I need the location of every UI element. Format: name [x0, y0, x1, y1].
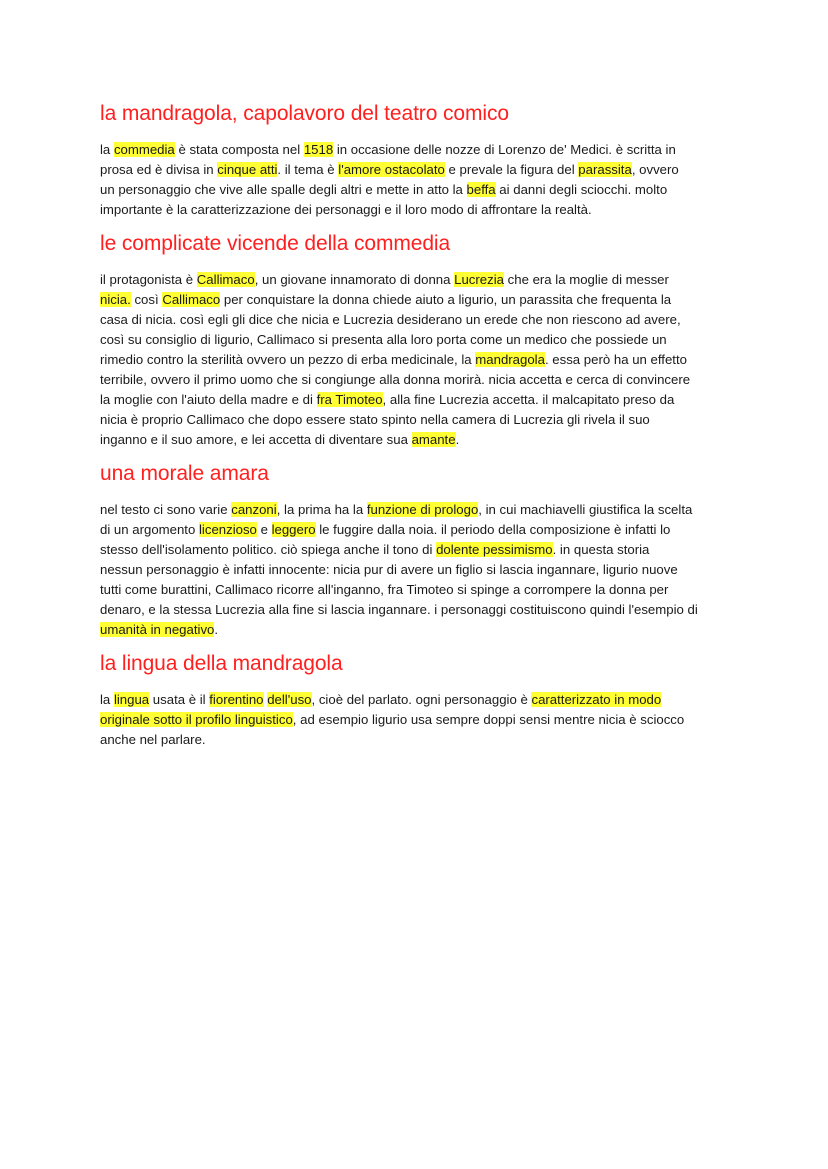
text-run: rimedio contro la sterilità ovvero un pezzo di erba medicinale, la [100, 352, 476, 367]
section-4 [100, 650, 732, 750]
text-run: , un giovane innamorato di donna [254, 272, 455, 287]
text-run: nel testo ci sono varie [100, 502, 232, 517]
highlighted-term: commedia [113, 142, 175, 157]
text-line [100, 290, 732, 310]
highlighted-term: 1518 [303, 142, 334, 157]
section-3 [100, 460, 732, 640]
text-line [100, 270, 732, 290]
highlighted-term: parassita [578, 162, 632, 177]
highlighted-term: originale sotto il profilo linguistico [100, 712, 293, 727]
text-line [100, 200, 732, 220]
highlighted-term: dell'uso [267, 692, 312, 707]
text-run: tutti come burattini, Callimaco ricorre all'inganno, fra Timoteo si spinge a corrompere la donna per [100, 582, 669, 597]
highlighted-term: leggero [271, 522, 316, 537]
text-line [100, 430, 732, 450]
text-run: terribile, ovvero il primo uomo che si congiunge alla donna morirà. nicia accetta e cerca di convincere [100, 372, 691, 387]
text-line [100, 540, 732, 560]
highlighted-term: beffa [466, 182, 496, 197]
text-run: e prevale la figura del [444, 162, 579, 177]
text-line [100, 600, 732, 620]
text-run: la [100, 142, 114, 157]
highlighted-term: lingua [113, 692, 150, 707]
text-run: nicia è proprio Callimaco che dopo essere stato spinto nella camera di Lucrezia gli rivela il suo [100, 412, 650, 427]
highlighted-term: caratterizzato in modo [531, 692, 662, 707]
text-run: , in cui machiavelli giustifica la scelta [478, 502, 693, 517]
text-run: casa di nicia. così egli gli dice che nicia e Lucrezia desiderano un erede che non riescono ad avere, [100, 312, 681, 327]
text-run: stesso dell'isolamento politico. ciò spiega anche il tono di [100, 542, 437, 557]
text-run: così su consiglio di ligurio, Callimaco si presenta alla loro porta come un medico che possiede un [100, 332, 667, 347]
text-run: , ad esempio ligurio usa sempre doppi sensi mentre nicia è sciocco [292, 712, 685, 727]
highlighted-term: nicia. [100, 292, 131, 307]
text-line [100, 370, 732, 390]
section-heading: la lingua della mandragola [100, 652, 343, 675]
text-run: denaro, e la stessa Lucrezia alla fine si lascia ingannare. i personaggi costituiscono quindi l'esempio di [100, 602, 698, 617]
text-run: , alla fine Lucrezia accetta. il malcapitato preso da [382, 392, 675, 407]
section-paragraph [100, 270, 732, 450]
text-run: le fuggire dalla noia. il periodo della composizione è infatti lo [315, 522, 671, 537]
text-line [100, 330, 732, 350]
text-run: , la prima ha la [276, 502, 367, 517]
highlighted-term: cinque atti [217, 162, 278, 177]
text-run: la [100, 692, 114, 707]
text-line [100, 580, 732, 600]
text-run: . [214, 622, 219, 637]
highlighted-term: fiorentino [209, 692, 264, 707]
text-run: usata è il [149, 692, 210, 707]
text-line [100, 160, 732, 180]
highlighted-term: amante [411, 432, 456, 447]
text-run: ai danni degli sciocchi. molto [495, 182, 668, 197]
text-run: così [130, 292, 163, 307]
section-paragraph [100, 690, 732, 750]
highlighted-term: canzoni [231, 502, 277, 517]
text-run: per conquistare la donna chiede aiuto a ligurio, un parassita che frequenta la [220, 292, 672, 307]
text-run: nessun personaggio è infatti innocente: nicia pur di avere un figlio si lascia ingannare, ligurio nuove [100, 562, 678, 577]
text-run: la moglie con l'aiuto della madre e di [100, 392, 317, 407]
text-run: . [455, 432, 460, 447]
text-run: . essa però ha un effetto [544, 352, 687, 367]
highlighted-term: funzione di prologo [366, 502, 479, 517]
text-run: un personaggio che vive alle spalle degli altri e mette in atto la [100, 182, 467, 197]
section-2 [100, 230, 732, 450]
highlighted-term: fra Timoteo [316, 392, 383, 407]
text-run: anche nel parlare. [100, 732, 206, 747]
text-run: che era la moglie di messer [503, 272, 669, 287]
text-run: di un argomento [100, 522, 199, 537]
text-line [100, 520, 732, 540]
section-heading: la mandragola, capolavoro del teatro comico [100, 102, 509, 125]
text-line [100, 410, 732, 430]
text-line [100, 620, 732, 640]
text-line [100, 140, 732, 160]
text-line [100, 350, 732, 370]
text-run: il protagonista è [100, 272, 197, 287]
text-line [100, 730, 732, 750]
text-line [100, 690, 732, 710]
highlighted-term: Callimaco [196, 272, 255, 287]
text-run: , cioè del parlato. ogni personaggio è [311, 692, 532, 707]
text-run: è stata composta nel [174, 142, 304, 157]
text-line [100, 500, 732, 520]
highlighted-term: mandragola [475, 352, 545, 367]
text-run: . in questa storia [552, 542, 650, 557]
text-run: in occasione delle nozze di Lorenzo de' Medici. è scritta in [333, 142, 676, 157]
document-page [100, 100, 732, 760]
highlighted-term: umanità in negativo [100, 622, 215, 637]
section-paragraph [100, 500, 732, 640]
section-paragraph [100, 140, 732, 220]
text-run: importante è la caratterizzazione dei personaggi e il loro modo di affrontare la realtà. [100, 202, 592, 217]
text-line [100, 710, 732, 730]
text-line [100, 560, 732, 580]
highlighted-term: licenzioso [198, 522, 257, 537]
text-line [100, 180, 732, 200]
text-run: prosa ed è divisa in [100, 162, 218, 177]
text-run: e [256, 522, 272, 537]
highlighted-term: Lucrezia [454, 272, 504, 287]
section-1 [100, 100, 732, 220]
text-line [100, 310, 732, 330]
section-heading: una morale amara [100, 462, 269, 485]
text-run: , ovvero [631, 162, 679, 177]
text-run: . il tema è [277, 162, 339, 177]
highlighted-term: l'amore ostacolato [338, 162, 445, 177]
section-heading: le complicate vicende della commedia [100, 232, 451, 255]
text-line [100, 390, 732, 410]
highlighted-term: Callimaco [162, 292, 221, 307]
text-run: inganno e il suo amore, e lei accetta di diventare sua [100, 432, 412, 447]
highlighted-term: dolente pessimismo [436, 542, 553, 557]
